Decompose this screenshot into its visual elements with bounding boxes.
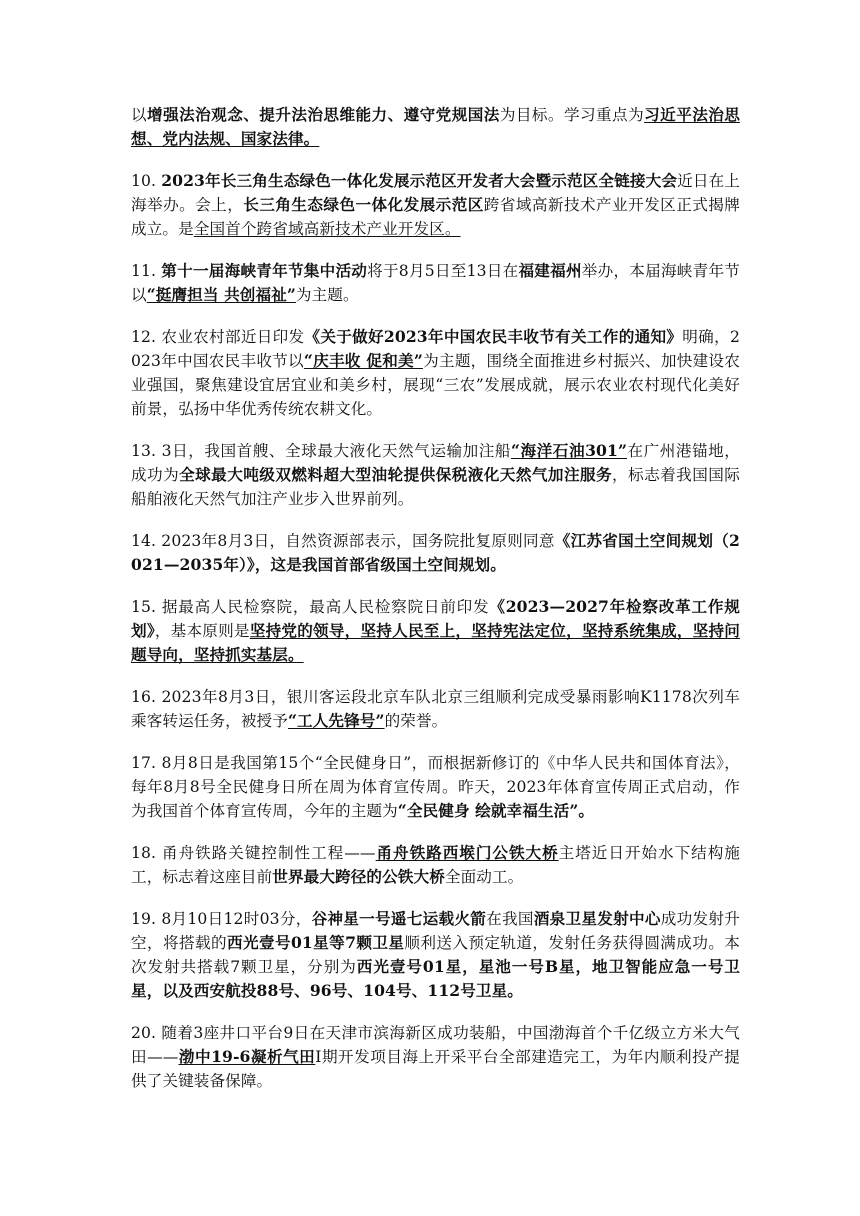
text-segment: “挺膺担当 共创福祉” [146, 285, 296, 304]
news-item-20 [131, 1021, 740, 1093]
text-segment: 顺利送入预定轨道，发射任务获得圆满成功。本次发射共搭载7颗卫星，分别为 [131, 934, 740, 976]
text-segment: 20. 随着3座井口平台9日在天津市滨海新区成功装船，中国渤海首个千亿级立方米大气田—— [131, 1024, 740, 1066]
news-item-11 [131, 259, 740, 307]
text-segment: 为目标。学习重点为 [499, 106, 645, 124]
text-segment: 主塔近日开始水下结构施工，标志着这座目前 [131, 844, 740, 886]
text-segment: 19. 8月10日12时03分， [131, 910, 312, 928]
text-segment: 全球最大吨级双燃料超大型油轮提供保税液化天然气加注服务 [179, 465, 613, 484]
text-segment: 甬舟铁路西堠门公铁大桥 [375, 843, 559, 862]
news-item-15 [131, 595, 740, 667]
news-item-17 [131, 751, 740, 823]
text-segment: 以 [131, 106, 148, 124]
text-segment: 17. 8月8日是我国第15个“全民健身日”，而根据新修订的《中华人民共和国体育法》，每年8月8号全民健身日所在周为体育宣传周。昨天，2023年体育宣传周正式启动，作为我国首个体育宣传周，今年的主题为 [131, 754, 740, 820]
text-segment: 的荣誉。 [384, 712, 448, 730]
news-item-12 [131, 325, 740, 421]
text-segment: 明确，2023年中国农民丰收节以 [131, 328, 740, 370]
text-segment: 将于8月5日至13日在 [367, 262, 519, 280]
text-segment: 《关于做好2023年中国农民丰收节有关工作的通知》 [304, 327, 683, 346]
text-segment: 西光壹号01星，星池一号B星，地卫智能应急一号卫星，以及西安航投88号、96号、104号、112号卫星。 [131, 957, 741, 1000]
text-segment: 2023年长三角生态绿色一体化发展示范区开发者大会暨示范区全链接大会 [161, 171, 678, 190]
text-segment: 酒泉卫星发射中心 [533, 909, 661, 928]
text-segment: 14. 2023年8月3日，自然资源部表示，国务院批复原则同意 [131, 532, 555, 550]
text-segment: 渤中19-6凝析气田 [178, 1047, 316, 1066]
text-segment: 成功发射升空，将搭载的 [131, 910, 740, 952]
text-segment: 在广州港锚地，成功为 [131, 442, 740, 484]
text-segment: 12. 农业农村部近日印发 [131, 328, 305, 346]
text-segment: 举办，本届海峡青年节以 [131, 262, 740, 304]
text-segment: 全国首个跨省域高新技术产业开发区。 [193, 220, 461, 238]
text-segment: 习近平法治思想、党内法规、国家法律。 [131, 105, 740, 148]
text-segment: 13. 3日，我国首艘、全球最大液化天然气运输加注船 [131, 442, 512, 460]
text-segment: “全民健身 绘就幸福生活”。 [397, 801, 595, 820]
text-segment: 第十一届海峡青年节集中活动 [161, 261, 368, 280]
text-segment: “海洋石油301” [511, 441, 628, 460]
text-segment: “工人先锋号” [287, 711, 385, 730]
text-segment: 长三角生态绿色一体化发展示范区 [243, 195, 484, 214]
text-segment: 福建福州 [518, 261, 582, 280]
text-segment: 11. [131, 262, 162, 280]
text-segment: 为主题。 [295, 286, 359, 304]
text-segment: 《江苏省国土空间规划（2021—2035年）》，这是我国首部省级国土空间规划。 [131, 531, 740, 574]
text-segment: 15. 据最高人民检察院，最高人民检察院日前印发 [131, 598, 490, 616]
text-segment: 近日在上海举办。会上， [131, 172, 740, 214]
text-segment: 谷神星一号遥七运载火箭 [311, 909, 487, 928]
text-segment: 全面动工。 [444, 868, 524, 886]
text-segment: 16. 2023年8月3日，银川客运段北京车队北京三组顺利完成受暴雨影响K1178次列车乘客转运任务，被授予 [131, 688, 740, 730]
text-segment: 10. [131, 172, 162, 190]
news-item-14 [131, 529, 740, 577]
text-segment: 坚持党的领导，坚持人民至上，坚持宪法定位，坚持系统集成，坚持问题导向，坚持抓实基层。 [131, 621, 740, 664]
news-item-10 [131, 169, 740, 241]
text-segment: ，标志着我国国际船舶液化天然气加注产业步入世界前列。 [131, 466, 740, 508]
news-item-intro [131, 103, 740, 151]
text-segment: 增强法治观念、提升法治思维能力、遵守党规国法 [147, 105, 500, 124]
text-segment: Ⅰ期开发项目海上开采平台全部建造完工，为年内顺利投产提供了关键装备保障。 [131, 1048, 740, 1090]
text-segment: 《2023—2027年检察改革工作规划》 [131, 597, 740, 640]
news-item-19 [131, 907, 740, 1003]
text-segment: 跨省域高新技术产业开发区正式揭牌成立。是 [131, 196, 740, 238]
text-segment: ，基本原则是 [154, 622, 250, 640]
text-segment: 世界最大跨径的公铁大桥 [272, 867, 445, 886]
news-item-18 [131, 841, 740, 889]
text-segment: 18. 甬舟铁路关键控制性工程—— [131, 844, 376, 862]
text-segment: 西光壹号01星等7颗卫星 [226, 933, 405, 952]
news-item-16 [131, 685, 740, 733]
text-segment: 在我国 [486, 910, 534, 928]
news-item-13 [131, 439, 740, 511]
text-segment: “庆丰收 促和美” [303, 351, 423, 370]
text-segment: 为主题，围绕全面推进乡村振兴、加快建设农业强国，聚焦建设宜居宜业和美乡村，展现“三农”发展成就，展示农业农村现代化美好前景，弘扬中华优秀传统农耕文化。 [131, 352, 740, 418]
